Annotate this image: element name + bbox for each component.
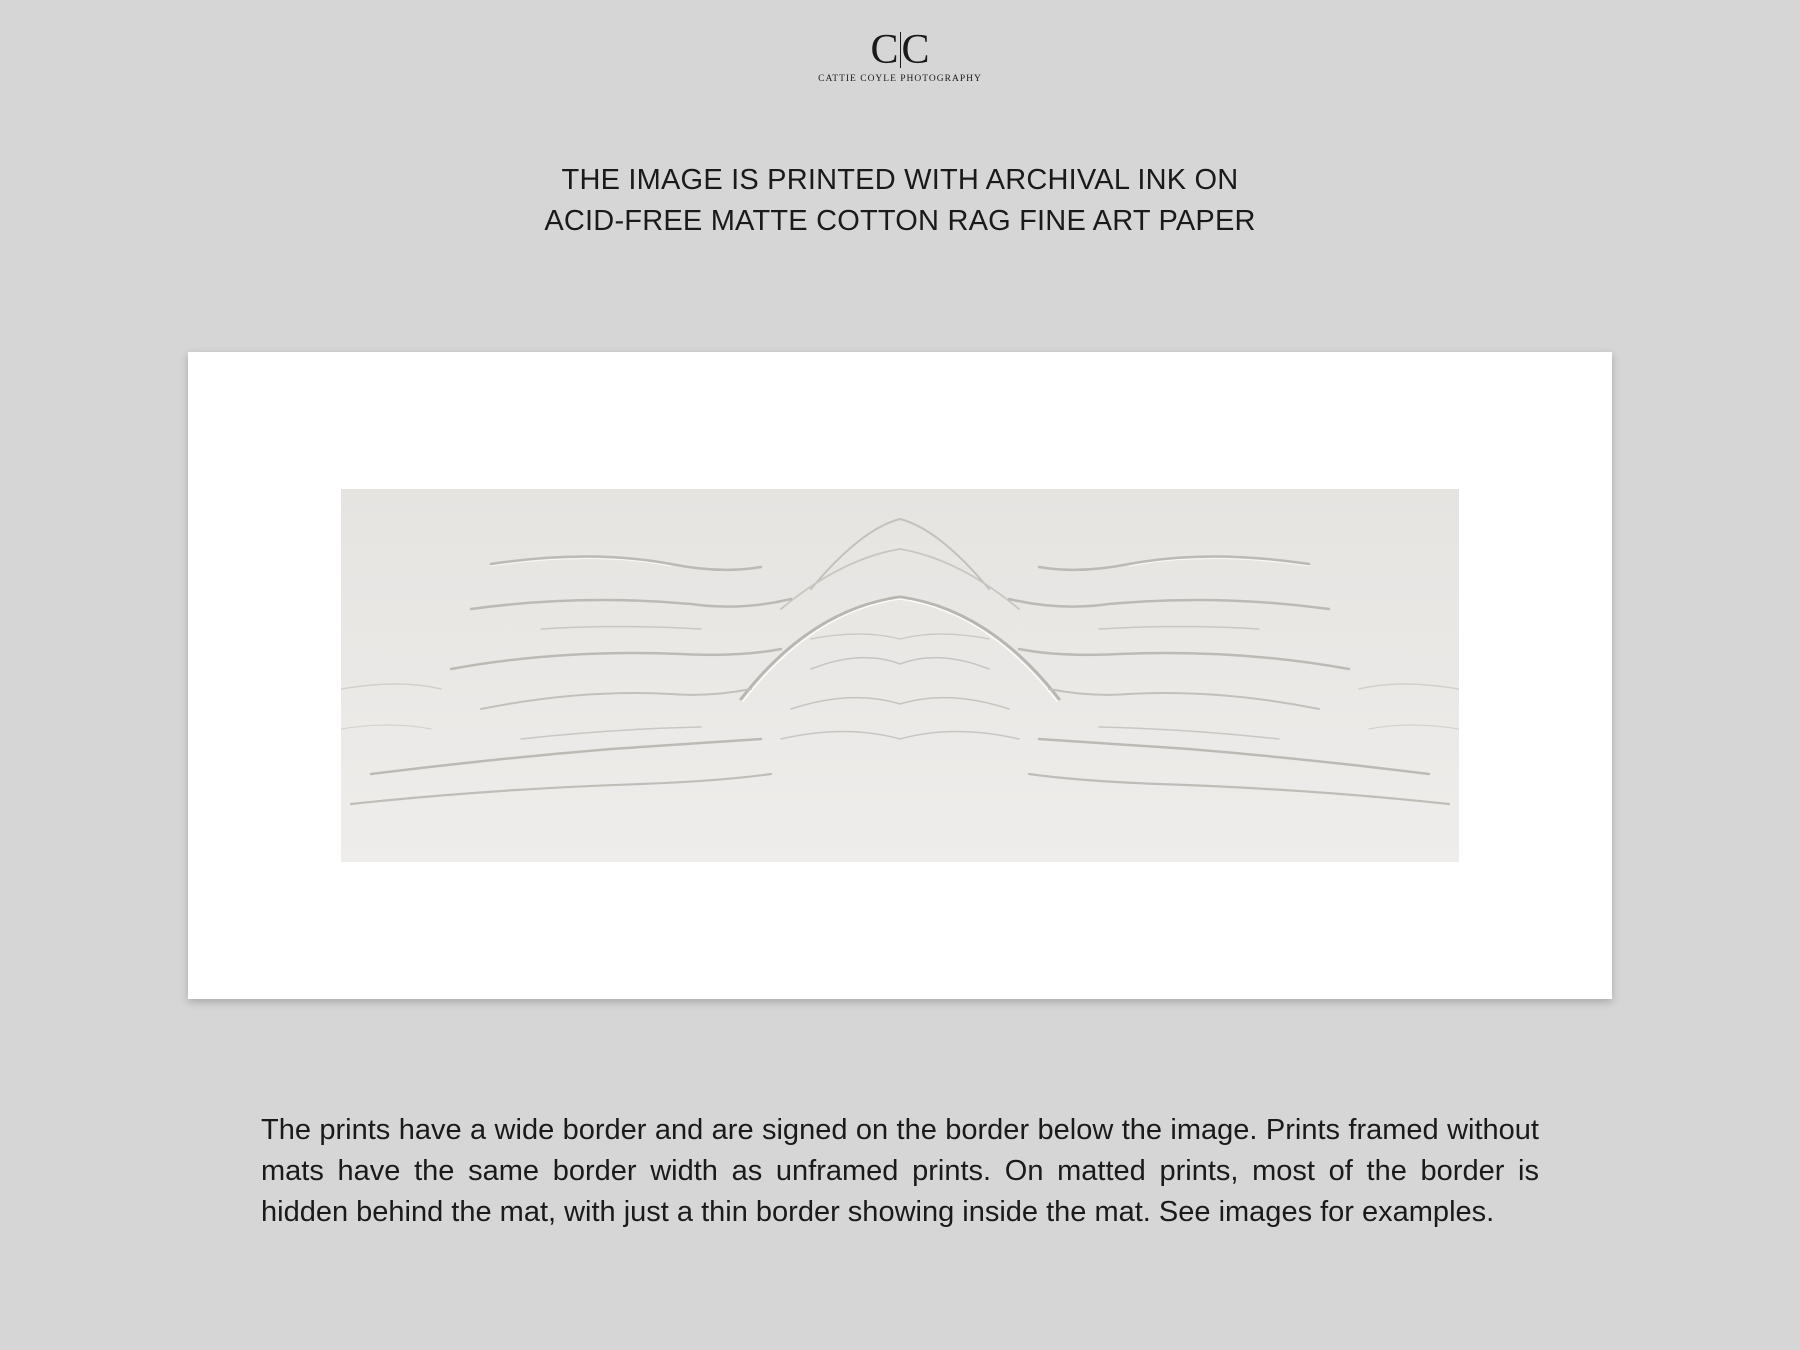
logo-divider: [900, 32, 901, 68]
print-photo: [341, 489, 1459, 862]
sand-pattern-image: [341, 489, 1459, 862]
logo-letter-right: C: [901, 27, 930, 73]
brand-logo: [0, 28, 1800, 84]
headline-line-2: ACID-FREE MATTE COTTON RAG FINE ART PAPER: [544, 205, 1256, 237]
logo-wordmark: CATTIE COYLE PHOTOGRAPHY: [818, 74, 982, 84]
print-paper: [188, 352, 1612, 999]
headline-line-1: THE IMAGE IS PRINTED WITH ARCHIVAL INK ON: [561, 164, 1239, 196]
logo-letter-left: C: [870, 27, 899, 73]
logo-monogram: [870, 28, 929, 72]
print-description: The prints have a wide border and are signed on the border below the image. Prints framed without mats have the same border width as unframed prints. On matted prints, most of the border is hidden behind the mat, with just a thin border showing inside the mat. See images for examples.: [261, 1114, 1539, 1228]
headline: [0, 160, 1800, 242]
